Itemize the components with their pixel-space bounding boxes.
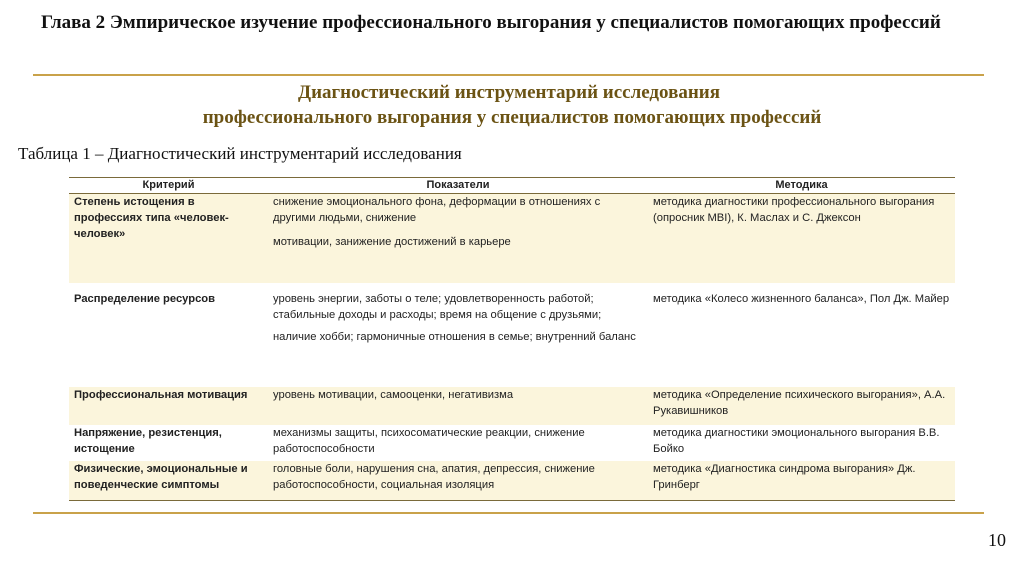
slide-subtitle bbox=[0, 80, 1024, 130]
bottom-divider bbox=[33, 512, 984, 514]
criterion-cell: Напряжение, резистенция, истощение bbox=[74, 426, 222, 455]
criterion-cell: Степень истощения в профессиях типа «человек-человек» bbox=[69, 194, 268, 283]
table-row bbox=[69, 387, 955, 425]
top-divider bbox=[33, 74, 984, 76]
header-criterion: Критерий bbox=[142, 179, 195, 191]
indicators-text: наличие хобби; гармоничные отношения в семье; внутренний баланс bbox=[273, 330, 636, 343]
criterion-cell: Распределение ресурсов bbox=[74, 292, 216, 305]
indicators-text: мотивации, занижение достижений в карьере bbox=[273, 236, 511, 248]
table-row bbox=[69, 194, 955, 283]
header-indicators: Показатели bbox=[426, 179, 490, 191]
method-cell: методика «Колесо жизненного баланса», Пол Дж. Майер bbox=[653, 292, 950, 305]
table-row bbox=[69, 461, 955, 501]
table-caption: Таблица 1 – Диагностический инструментарий исследования bbox=[18, 144, 462, 163]
indicators-text: снижение эмоционального фона, деформации в отношениях с другими людьми, снижение bbox=[273, 196, 601, 224]
method-cell: методика диагностики профессионального выгорания (опросник MBI), К. Маслах и С. Джексон bbox=[648, 194, 955, 283]
criterion-cell: Профессиональная мотивация bbox=[69, 387, 268, 425]
header-method: Методика bbox=[775, 179, 828, 191]
table-row bbox=[69, 283, 955, 387]
indicators-cell bbox=[268, 283, 648, 387]
subtitle-line-2: профессионального выгорания у специалистов помогающих профессий bbox=[202, 107, 822, 128]
table-header-row bbox=[69, 178, 955, 194]
method-cell: методика «Определение психического выгорания», А.А. Рукавишников bbox=[648, 387, 955, 425]
page-number: 10 bbox=[988, 530, 1006, 550]
criterion-cell: Физические, эмоциональные и поведенческие симптомы bbox=[69, 461, 268, 501]
table-row bbox=[69, 425, 955, 461]
instruments-table bbox=[69, 177, 955, 501]
method-cell: методика диагностики эмоционального выгорания В.В. Бойко bbox=[653, 426, 940, 455]
indicators-text: уровень энергии, заботы о теле; удовлетворенность работой; стабильные доходы и расходы; время на общение с друзьями; bbox=[273, 292, 602, 321]
chapter-title: Глава 2 Эмпирическое изучение профессионального выгорания у специалистов помогающих профессий bbox=[41, 12, 941, 33]
indicators-cell: механизмы защиты, психосоматические реакции, снижение работоспособности bbox=[273, 426, 585, 455]
method-cell: методика «Диагностика синдрома выгорания» Дж. Гринберг bbox=[648, 461, 955, 501]
indicators-cell: головные боли, нарушения сна, апатия, депрессия, снижение работоспособности, социальная изоляция bbox=[268, 461, 648, 501]
subtitle-line-1: Диагностический инструментарий исследования bbox=[298, 82, 720, 103]
indicators-cell: уровень мотивации, самооценки, негативизма bbox=[268, 387, 648, 425]
indicators-cell bbox=[268, 194, 648, 283]
